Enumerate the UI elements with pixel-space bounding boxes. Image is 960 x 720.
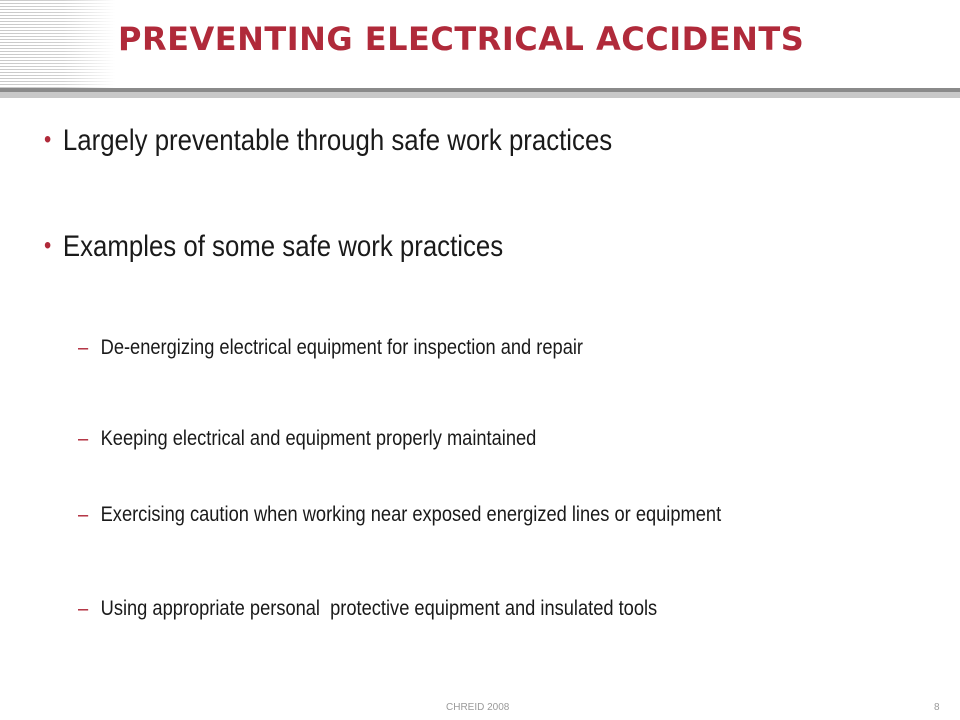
bullet-item [44, 124, 612, 158]
sub-bullet-item [78, 597, 657, 621]
footer-text: CHREID 2008 [446, 702, 510, 713]
bullet-dot-icon: • [44, 232, 52, 259]
sub-bullet-item [78, 427, 536, 451]
dash-icon: – [78, 427, 89, 450]
sub-bullet-item [78, 503, 721, 527]
sub-bullet-text: Using appropriate personal protective equipment and insulated tools [100, 597, 658, 620]
bullet-item [44, 230, 503, 264]
dash-icon: – [78, 336, 89, 359]
striped-corner-decoration [0, 0, 115, 88]
sub-bullet-text: Exercising caution when working near exposed energized lines or equipment [100, 503, 722, 526]
slide-title: PREVENTING ELECTRICAL ACCIDENTS [118, 20, 805, 58]
bullet-text: Examples of some safe work practices [62, 230, 504, 263]
dash-icon: – [78, 597, 89, 620]
page-number: 8 [934, 702, 940, 713]
bullet-text: Largely preventable through safe work practices [62, 124, 613, 157]
sub-bullet-item [78, 336, 583, 360]
title-divider-light [0, 92, 960, 98]
dash-icon: – [78, 503, 89, 526]
sub-bullet-text: De-energizing electrical equipment for inspection and repair [100, 336, 584, 359]
sub-bullet-text: Keeping electrical and equipment properly maintained [100, 427, 537, 450]
bullet-dot-icon: • [44, 126, 52, 153]
